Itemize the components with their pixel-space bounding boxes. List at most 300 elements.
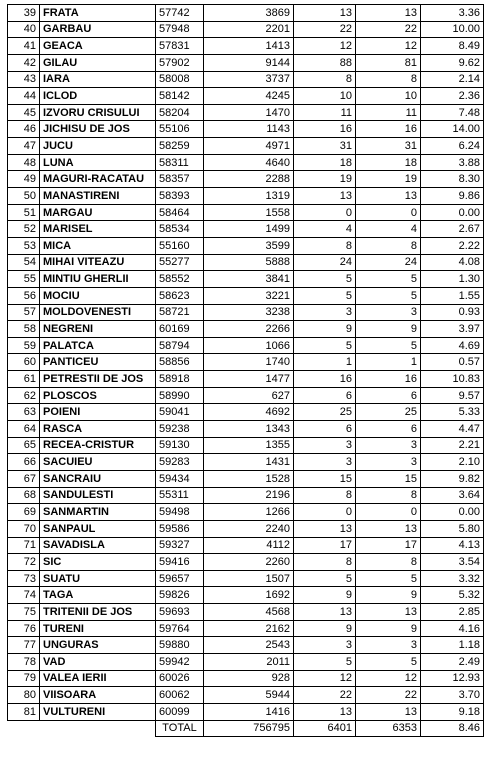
count-b-cell: 81 <box>356 54 421 71</box>
population-cell: 928 <box>204 670 294 687</box>
row-number-cell: 58 <box>8 321 40 338</box>
ratio-cell: 8.30 <box>421 171 484 188</box>
population-cell: 1355 <box>204 437 294 454</box>
ratio-cell: 3.97 <box>421 321 484 338</box>
count-a-cell: 5 <box>294 287 356 304</box>
siruta-code-cell: 58008 <box>156 71 204 88</box>
siruta-code-cell: 58204 <box>156 104 204 121</box>
count-a-cell: 15 <box>294 470 356 487</box>
table-row <box>8 88 484 105</box>
siruta-code-cell: 59238 <box>156 421 204 438</box>
count-b-cell: 16 <box>356 371 421 388</box>
table-row <box>8 470 484 487</box>
count-a-cell: 8 <box>294 237 356 254</box>
locality-name-cell: VULTURENI <box>40 703 156 720</box>
ratio-cell: 5.33 <box>421 404 484 421</box>
count-a-cell: 4 <box>294 221 356 238</box>
population-cell: 2162 <box>204 620 294 637</box>
count-b-cell: 6 <box>356 387 421 404</box>
count-a-cell: 9 <box>294 587 356 604</box>
siruta-code-cell: 55277 <box>156 254 204 271</box>
row-number-cell: 61 <box>8 371 40 388</box>
population-cell: 3737 <box>204 71 294 88</box>
siruta-code-cell: 55311 <box>156 487 204 504</box>
table-row <box>8 587 484 604</box>
count-a-cell: 6 <box>294 421 356 438</box>
ratio-cell: 4.08 <box>421 254 484 271</box>
count-b-cell: 12 <box>356 38 421 55</box>
siruta-code-cell: 59416 <box>156 554 204 571</box>
count-b-cell: 13 <box>356 703 421 720</box>
table-row <box>8 454 484 471</box>
population-cell: 1740 <box>204 354 294 371</box>
count-a-cell: 8 <box>294 487 356 504</box>
locality-name-cell: IARA <box>40 71 156 88</box>
population-cell: 2288 <box>204 171 294 188</box>
siruta-code-cell: 59880 <box>156 637 204 654</box>
table-row <box>8 21 484 38</box>
siruta-code-cell: 57742 <box>156 5 204 22</box>
row-number-cell: 52 <box>8 221 40 238</box>
row-number-cell: 75 <box>8 604 40 621</box>
count-b-cell: 16 <box>356 121 421 138</box>
count-a-cell: 5 <box>294 337 356 354</box>
siruta-code-cell: 58794 <box>156 337 204 354</box>
total-spacer <box>8 720 156 737</box>
count-a-cell: 25 <box>294 404 356 421</box>
row-number-cell: 50 <box>8 188 40 205</box>
ratio-cell: 9.86 <box>421 188 484 205</box>
row-number-cell: 49 <box>8 171 40 188</box>
total-count-b: 6353 <box>356 720 421 737</box>
ratio-cell: 3.88 <box>421 154 484 171</box>
siruta-code-cell: 58534 <box>156 221 204 238</box>
siruta-code-cell: 58464 <box>156 204 204 221</box>
population-cell: 2011 <box>204 653 294 670</box>
count-b-cell: 13 <box>356 604 421 621</box>
table-row <box>8 237 484 254</box>
siruta-code-cell: 58311 <box>156 154 204 171</box>
row-number-cell: 69 <box>8 504 40 521</box>
row-number-cell: 39 <box>8 5 40 22</box>
count-b-cell: 8 <box>356 237 421 254</box>
row-number-cell: 60 <box>8 354 40 371</box>
locality-name-cell: GARBAU <box>40 21 156 38</box>
locality-name-cell: SAVADISLA <box>40 537 156 554</box>
siruta-code-cell: 60026 <box>156 670 204 687</box>
siruta-code-cell: 58259 <box>156 138 204 155</box>
population-cell: 2260 <box>204 554 294 571</box>
row-number-cell: 54 <box>8 254 40 271</box>
population-cell: 4692 <box>204 404 294 421</box>
count-a-cell: 13 <box>294 703 356 720</box>
count-a-cell: 6 <box>294 387 356 404</box>
ratio-cell: 14.00 <box>421 121 484 138</box>
ratio-cell: 2.21 <box>421 437 484 454</box>
siruta-code-cell: 59586 <box>156 520 204 537</box>
ratio-cell: 3.54 <box>421 554 484 571</box>
count-a-cell: 5 <box>294 653 356 670</box>
ratio-cell: 4.16 <box>421 620 484 637</box>
ratio-cell: 0.57 <box>421 354 484 371</box>
siruta-code-cell: 59764 <box>156 620 204 637</box>
count-b-cell: 6 <box>356 421 421 438</box>
population-cell: 1413 <box>204 38 294 55</box>
row-number-cell: 71 <box>8 537 40 554</box>
siruta-code-cell: 58918 <box>156 371 204 388</box>
locality-name-cell: VALEA IERII <box>40 670 156 687</box>
count-a-cell: 19 <box>294 171 356 188</box>
locality-name-cell: JICHISU DE JOS <box>40 121 156 138</box>
ratio-cell: 3.64 <box>421 487 484 504</box>
localities-table <box>7 4 484 737</box>
table-row <box>8 387 484 404</box>
siruta-code-cell: 55106 <box>156 121 204 138</box>
row-number-cell: 66 <box>8 454 40 471</box>
count-a-cell: 13 <box>294 520 356 537</box>
row-number-cell: 42 <box>8 54 40 71</box>
count-a-cell: 22 <box>294 687 356 704</box>
count-b-cell: 12 <box>356 670 421 687</box>
siruta-code-cell: 57902 <box>156 54 204 71</box>
table-row <box>8 54 484 71</box>
row-number-cell: 77 <box>8 637 40 654</box>
population-cell: 3869 <box>204 5 294 22</box>
count-a-cell: 3 <box>294 454 356 471</box>
locality-name-cell: TURENI <box>40 620 156 637</box>
table-row <box>8 354 484 371</box>
locality-name-cell: MOLDOVENESTI <box>40 304 156 321</box>
table-row <box>8 171 484 188</box>
row-number-cell: 45 <box>8 104 40 121</box>
siruta-code-cell: 59283 <box>156 454 204 471</box>
row-number-cell: 55 <box>8 271 40 288</box>
population-cell: 5944 <box>204 687 294 704</box>
ratio-cell: 6.24 <box>421 138 484 155</box>
locality-name-cell: TRITENII DE JOS <box>40 604 156 621</box>
row-number-cell: 56 <box>8 287 40 304</box>
count-b-cell: 31 <box>356 138 421 155</box>
siruta-code-cell: 58856 <box>156 354 204 371</box>
count-a-cell: 5 <box>294 570 356 587</box>
table-row <box>8 653 484 670</box>
row-number-cell: 47 <box>8 138 40 155</box>
count-a-cell: 16 <box>294 371 356 388</box>
row-number-cell: 72 <box>8 554 40 571</box>
locality-name-cell: MARISEL <box>40 221 156 238</box>
ratio-cell: 9.57 <box>421 387 484 404</box>
locality-name-cell: RECEA-CRISTUR <box>40 437 156 454</box>
siruta-code-cell: 59041 <box>156 404 204 421</box>
count-a-cell: 9 <box>294 620 356 637</box>
count-b-cell: 3 <box>356 637 421 654</box>
ratio-cell: 7.48 <box>421 104 484 121</box>
ratio-cell: 0.93 <box>421 304 484 321</box>
ratio-cell: 10.00 <box>421 21 484 38</box>
siruta-code-cell: 58990 <box>156 387 204 404</box>
locality-name-cell: RASCA <box>40 421 156 438</box>
count-b-cell: 3 <box>356 437 421 454</box>
population-cell: 1558 <box>204 204 294 221</box>
count-b-cell: 8 <box>356 487 421 504</box>
count-b-cell: 24 <box>356 254 421 271</box>
row-number-cell: 79 <box>8 670 40 687</box>
table-row <box>8 154 484 171</box>
count-b-cell: 13 <box>356 188 421 205</box>
count-a-cell: 9 <box>294 321 356 338</box>
locality-name-cell: VIISOARA <box>40 687 156 704</box>
ratio-cell: 1.18 <box>421 637 484 654</box>
population-cell: 3221 <box>204 287 294 304</box>
table-row <box>8 287 484 304</box>
count-a-cell: 22 <box>294 21 356 38</box>
locality-name-cell: SUATU <box>40 570 156 587</box>
population-cell: 2266 <box>204 321 294 338</box>
table-row <box>8 38 484 55</box>
siruta-code-cell: 60169 <box>156 321 204 338</box>
population-cell: 2240 <box>204 520 294 537</box>
table-row <box>8 421 484 438</box>
population-cell: 2196 <box>204 487 294 504</box>
row-number-cell: 67 <box>8 470 40 487</box>
siruta-code-cell: 58357 <box>156 171 204 188</box>
table-row <box>8 604 484 621</box>
table-row <box>8 554 484 571</box>
count-a-cell: 13 <box>294 188 356 205</box>
count-b-cell: 10 <box>356 88 421 105</box>
locality-name-cell: SIC <box>40 554 156 571</box>
locality-name-cell: MANASTIRENI <box>40 188 156 205</box>
population-cell: 4568 <box>204 604 294 621</box>
ratio-cell: 5.32 <box>421 587 484 604</box>
total-label: TOTAL <box>156 720 204 737</box>
count-a-cell: 12 <box>294 38 356 55</box>
population-cell: 4245 <box>204 88 294 105</box>
row-number-cell: 59 <box>8 337 40 354</box>
row-number-cell: 70 <box>8 520 40 537</box>
table-row <box>8 204 484 221</box>
ratio-cell: 1.30 <box>421 271 484 288</box>
count-a-cell: 3 <box>294 437 356 454</box>
ratio-cell: 0.00 <box>421 204 484 221</box>
row-number-cell: 81 <box>8 703 40 720</box>
ratio-cell: 2.85 <box>421 604 484 621</box>
count-b-cell: 5 <box>356 271 421 288</box>
count-b-cell: 5 <box>356 287 421 304</box>
ratio-cell: 2.36 <box>421 88 484 105</box>
locality-name-cell: SANDULESTI <box>40 487 156 504</box>
population-cell: 2201 <box>204 21 294 38</box>
population-cell: 3599 <box>204 237 294 254</box>
total-row <box>8 720 484 737</box>
locality-name-cell: SANCRAIU <box>40 470 156 487</box>
count-b-cell: 22 <box>356 687 421 704</box>
table-row <box>8 670 484 687</box>
row-number-cell: 65 <box>8 437 40 454</box>
count-a-cell: 8 <box>294 554 356 571</box>
ratio-cell: 12.93 <box>421 670 484 687</box>
count-b-cell: 1 <box>356 354 421 371</box>
siruta-code-cell: 58552 <box>156 271 204 288</box>
count-b-cell: 8 <box>356 554 421 571</box>
count-b-cell: 4 <box>356 221 421 238</box>
population-cell: 3238 <box>204 304 294 321</box>
locality-name-cell: LUNA <box>40 154 156 171</box>
count-b-cell: 3 <box>356 454 421 471</box>
row-number-cell: 62 <box>8 387 40 404</box>
count-a-cell: 88 <box>294 54 356 71</box>
row-number-cell: 51 <box>8 204 40 221</box>
locality-name-cell: POIENI <box>40 404 156 421</box>
table-row <box>8 221 484 238</box>
count-a-cell: 8 <box>294 71 356 88</box>
row-number-cell: 40 <box>8 21 40 38</box>
ratio-cell: 4.13 <box>421 537 484 554</box>
count-b-cell: 13 <box>356 520 421 537</box>
count-b-cell: 15 <box>356 470 421 487</box>
siruta-code-cell: 58142 <box>156 88 204 105</box>
table-row <box>8 271 484 288</box>
count-b-cell: 9 <box>356 620 421 637</box>
siruta-code-cell: 57948 <box>156 21 204 38</box>
table-row <box>8 188 484 205</box>
locality-name-cell: JUCU <box>40 138 156 155</box>
population-cell: 1470 <box>204 104 294 121</box>
table-row <box>8 570 484 587</box>
count-b-cell: 5 <box>356 570 421 587</box>
population-cell: 1266 <box>204 504 294 521</box>
siruta-code-cell: 59498 <box>156 504 204 521</box>
table-row <box>8 437 484 454</box>
locality-name-cell: ICLOD <box>40 88 156 105</box>
ratio-cell: 2.14 <box>421 71 484 88</box>
count-a-cell: 18 <box>294 154 356 171</box>
siruta-code-cell: 59826 <box>156 587 204 604</box>
count-b-cell: 13 <box>356 5 421 22</box>
siruta-code-cell: 58721 <box>156 304 204 321</box>
locality-name-cell: UNGURAS <box>40 637 156 654</box>
ratio-cell: 0.00 <box>421 504 484 521</box>
siruta-code-cell: 55160 <box>156 237 204 254</box>
population-cell: 1692 <box>204 587 294 604</box>
total-ratio: 8.46 <box>421 720 484 737</box>
locality-name-cell: PANTICEU <box>40 354 156 371</box>
total-population: 756795 <box>204 720 294 737</box>
population-cell: 2543 <box>204 637 294 654</box>
total-count-a: 6401 <box>294 720 356 737</box>
table-row <box>8 487 484 504</box>
ratio-cell: 3.70 <box>421 687 484 704</box>
count-b-cell: 5 <box>356 337 421 354</box>
count-b-cell: 0 <box>356 504 421 521</box>
table-row <box>8 254 484 271</box>
table-row <box>8 371 484 388</box>
population-cell: 1528 <box>204 470 294 487</box>
population-cell: 1143 <box>204 121 294 138</box>
population-cell: 1416 <box>204 703 294 720</box>
row-number-cell: 43 <box>8 71 40 88</box>
locality-name-cell: PETRESTII DE JOS <box>40 371 156 388</box>
locality-name-cell: PALATCA <box>40 337 156 354</box>
siruta-code-cell: 59942 <box>156 653 204 670</box>
table-row <box>8 337 484 354</box>
table-row <box>8 5 484 22</box>
ratio-cell: 3.36 <box>421 5 484 22</box>
count-b-cell: 18 <box>356 154 421 171</box>
count-b-cell: 0 <box>356 204 421 221</box>
locality-name-cell: FRATA <box>40 5 156 22</box>
siruta-code-cell: 59130 <box>156 437 204 454</box>
count-b-cell: 8 <box>356 71 421 88</box>
count-a-cell: 31 <box>294 138 356 155</box>
locality-name-cell: MOCIU <box>40 287 156 304</box>
count-a-cell: 12 <box>294 670 356 687</box>
table-row <box>8 304 484 321</box>
count-b-cell: 17 <box>356 537 421 554</box>
ratio-cell: 2.49 <box>421 653 484 670</box>
count-a-cell: 17 <box>294 537 356 554</box>
locality-name-cell: MINTIU GHERLII <box>40 271 156 288</box>
siruta-code-cell: 59693 <box>156 604 204 621</box>
locality-name-cell: VAD <box>40 653 156 670</box>
row-number-cell: 44 <box>8 88 40 105</box>
count-a-cell: 24 <box>294 254 356 271</box>
population-cell: 3841 <box>204 271 294 288</box>
siruta-code-cell: 57831 <box>156 38 204 55</box>
siruta-code-cell: 59434 <box>156 470 204 487</box>
ratio-cell: 5.80 <box>421 520 484 537</box>
count-a-cell: 5 <box>294 271 356 288</box>
table-row <box>8 687 484 704</box>
population-cell: 4112 <box>204 537 294 554</box>
count-a-cell: 0 <box>294 204 356 221</box>
row-number-cell: 63 <box>8 404 40 421</box>
ratio-cell: 3.32 <box>421 570 484 587</box>
count-a-cell: 11 <box>294 104 356 121</box>
locality-name-cell: MARGAU <box>40 204 156 221</box>
siruta-code-cell: 59657 <box>156 570 204 587</box>
locality-name-cell: MIHAI VITEAZU <box>40 254 156 271</box>
row-number-cell: 48 <box>8 154 40 171</box>
ratio-cell: 4.47 <box>421 421 484 438</box>
table-row <box>8 138 484 155</box>
count-a-cell: 13 <box>294 5 356 22</box>
count-a-cell: 10 <box>294 88 356 105</box>
population-cell: 1343 <box>204 421 294 438</box>
table-body <box>8 5 484 737</box>
table-row <box>8 520 484 537</box>
siruta-code-cell: 59327 <box>156 537 204 554</box>
count-a-cell: 3 <box>294 304 356 321</box>
ratio-cell: 4.69 <box>421 337 484 354</box>
row-number-cell: 46 <box>8 121 40 138</box>
count-b-cell: 9 <box>356 321 421 338</box>
count-b-cell: 9 <box>356 587 421 604</box>
population-cell: 1431 <box>204 454 294 471</box>
count-b-cell: 5 <box>356 653 421 670</box>
locality-name-cell: SACUIEU <box>40 454 156 471</box>
siruta-code-cell: 60062 <box>156 687 204 704</box>
population-cell: 1066 <box>204 337 294 354</box>
row-number-cell: 41 <box>8 38 40 55</box>
siruta-code-cell: 58393 <box>156 188 204 205</box>
locality-name-cell: SANPAUL <box>40 520 156 537</box>
count-a-cell: 16 <box>294 121 356 138</box>
population-cell: 5888 <box>204 254 294 271</box>
population-cell: 9144 <box>204 54 294 71</box>
locality-name-cell: IZVORU CRISULUI <box>40 104 156 121</box>
siruta-code-cell: 60099 <box>156 703 204 720</box>
